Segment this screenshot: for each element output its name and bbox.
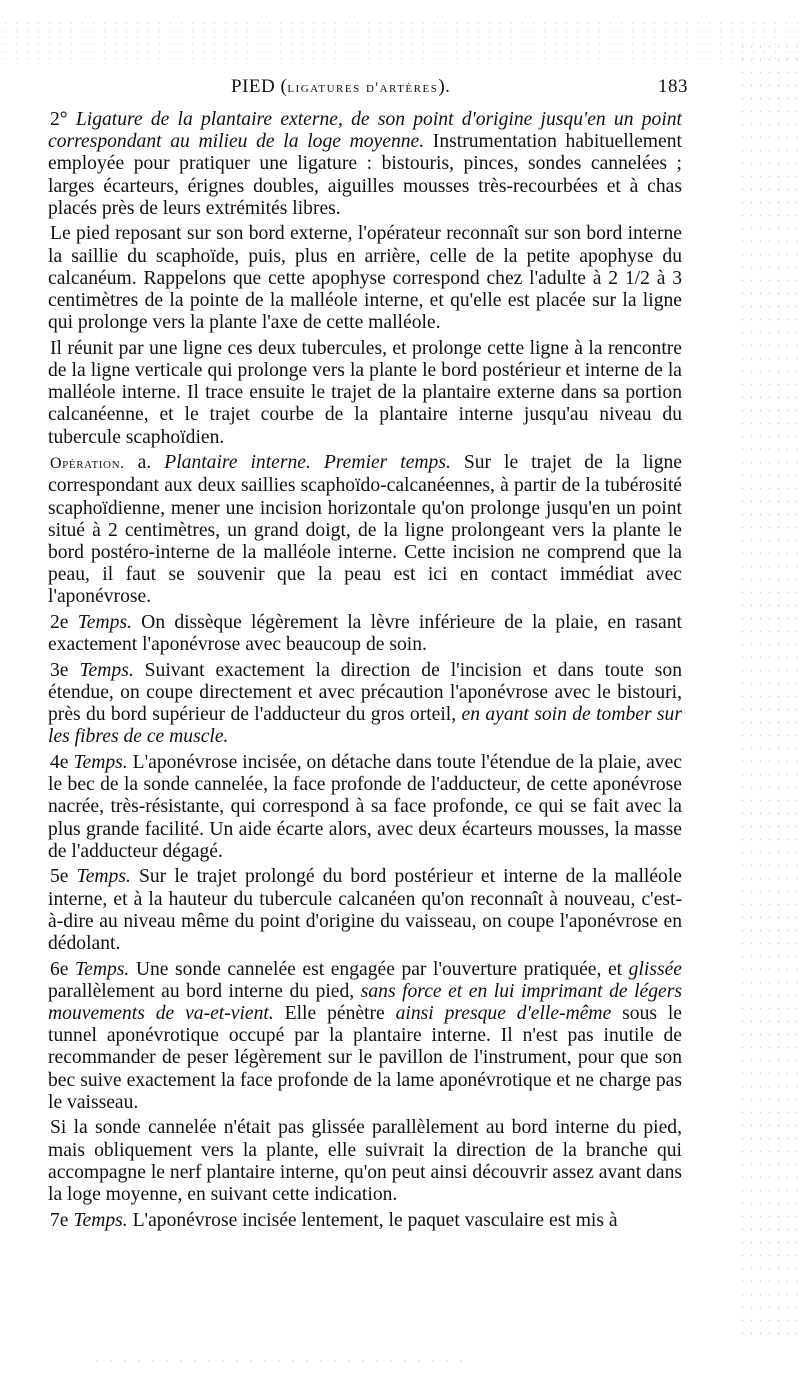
paragraph [48,452,682,608]
text-run: L'aponévrose incisée lentement, le paquet vasculaire est mis à [127,1209,618,1231]
text-run: Instrumentation habituellement employée pour pratiquer une ligature : bistouris, pinces, sondes cannelées ; larges écarteurs, érignes doubles, aiguilles mousses très-recourbées et à chas placés près de leurs extrémités libres. [48,131,682,219]
text-run: Le pied reposant sur son bord externe, l'opérateur reconnaît sur son bord interne la saillie du scaphoïde, puis, plus en arrière, celle de la petite apophyse du calcanéum. Rappelons que cette apophyse correspond chez l'adulte à 2 1/2 à 3 centimètres de la pointe de la malléole interne, et qu'elle est placée sur la ligne qui prolonge vers la plante l'axe de cette malléole. [48,223,682,334]
text-run: 6e [50,958,76,980]
page-number: 183 [658,76,688,97]
paragraph [48,223,682,334]
running-title-subtitle: ligatures d'artères [287,80,439,96]
text-run: 2e [50,612,78,634]
paragraph [48,752,682,863]
text-run: 4e [50,752,74,774]
text-run: Il réunit par une ligne ces deux tubercules, et prolonge cette ligne à la rencontre de la ligne verticale qui prolonge vers la plante le bord postérieur et interne de la malléole interne. Il trace ensuite le trajet de la plantaire externe dans sa portion calcanéenne, et le trajet courbe de la plantaire interne jusqu'au niveau du tubercule scaphoïdien. [48,337,682,448]
running-title-close: ). [438,76,451,97]
paragraph [48,612,682,656]
running-title-main: PIED ( [231,76,288,97]
scan-noise-top [0,20,800,60]
running-title [231,76,450,98]
text-run: Si la sonde cannelée n'était pas glissée parallèlement au bord interne du pied, mais obliquement vers la plante, elle suivrait la direction de la branche qui accompagne le nerf plantaire interne, qu'on peut ainsi découvrir assez avant dans la loge moyenne, en suivant cette indication. [48,1117,682,1206]
italic-text: sans force et en lui imprimant de légers mouvements de va-et-vient. [48,980,683,1025]
running-header [48,76,688,100]
italic-text: glissée [628,958,682,980]
body-text [48,109,682,1235]
text-run: a. [124,452,165,474]
scan-noise-bottom [90,1358,470,1364]
paragraph [48,959,682,1114]
text-run: Sur le trajet de la ligne correspondant aux deux saillies scaphoïdo-calcanéennes, à partir de la tubérosité scaphoïdienne, mener une incision horizontale qu'on prolonge jusqu'en un point situé à 2 centimètres, un grand doigt, de la ligne prolongeant vers la plante le bord postéro-interne de la malléole interne. Cette incision ne comprend que la peau, il faut se souvenir que la peau est ici en contact immédiat avec l'aponévrose. [48,452,683,608]
smallcaps-text: Opération. [50,455,125,473]
text-run: 2° [50,109,76,130]
paragraph [48,660,682,749]
scan-noise-right-edge [738,40,800,1340]
text-run: Une sonde cannelée est engagée par l'ouverture pratiquée, et [129,958,629,980]
text-run: On dissèque légèrement la lèvre inférieure de la plaie, en rasant exactement l'aponévrose avec beaucoup de soin. [48,612,682,656]
paragraph [48,1117,682,1206]
text-run: 5e [50,866,77,888]
text-run: parallèlement au bord interne du pied, [48,980,361,1002]
italic-text: Temps. [75,958,130,980]
text-run: Sur le trajet prolongé du bord postérieur et interne de la malléole interne, et à la hauteur du tubercule calcanéen qu'on reconnaît à nouveau, c'est-à-dire au niveau même du point d'origine du vaisseau, on coupe l'aponévrose en dédolant. [48,866,682,955]
text-run: Suivant exactement la direction de l'incision et dans toute son étendue, on coupe directement et avec précaution l'aponévrose avec le bistouri, près du bord supérieur de l'adducteur du gros orteil, [48,659,682,726]
italic-text: ainsi presque d'elle-même [395,1003,612,1025]
italic-text: Temps. [79,659,134,681]
paragraph [48,109,682,220]
text-run: L'aponévrose incisée, on détache dans toute l'étendue de la plaie, avec le bec de la sonde cannelée, la face profonde de l'adducteur, de cette aponévrose nacrée, très-résistante, qui correspond à sa face profonde, ce qui se fait avec la plus grande facilité. Un aide écarte alors, avec deux écarteurs mousses, la masse de l'adducteur dégagé. [48,752,682,862]
paragraph [48,1210,682,1232]
text-run: 7e [50,1209,74,1231]
italic-text: Temps. [77,612,132,634]
italic-text: Ligature de la plantaire externe, de son point d'origine jusqu'en un point correspondant au milieu de la loge moyenne. [48,109,682,153]
text-run: Elle pénètre [273,1003,396,1025]
paragraph [48,338,682,449]
italic-text: Temps. [76,866,131,888]
paragraph [48,866,682,955]
text-run: sous le tunnel aponévrotique occupé par la plantaire interne. Il n'est pas inutile de recommander de peser légèrement sur le pavillon de l'instrument, pour que son bec suive exactement la face profonde de la lame aponévrotique et ne charge pas le vaisseau. [48,1003,683,1113]
italic-text: en ayant soin de tomber sur les fibres de ce muscle. [48,704,682,748]
text-run: 3e [50,659,80,681]
italic-text: Temps. [73,752,128,774]
italic-text: Temps. [73,1209,128,1231]
italic-text: Plantaire interne. Premier temps. [164,452,451,474]
